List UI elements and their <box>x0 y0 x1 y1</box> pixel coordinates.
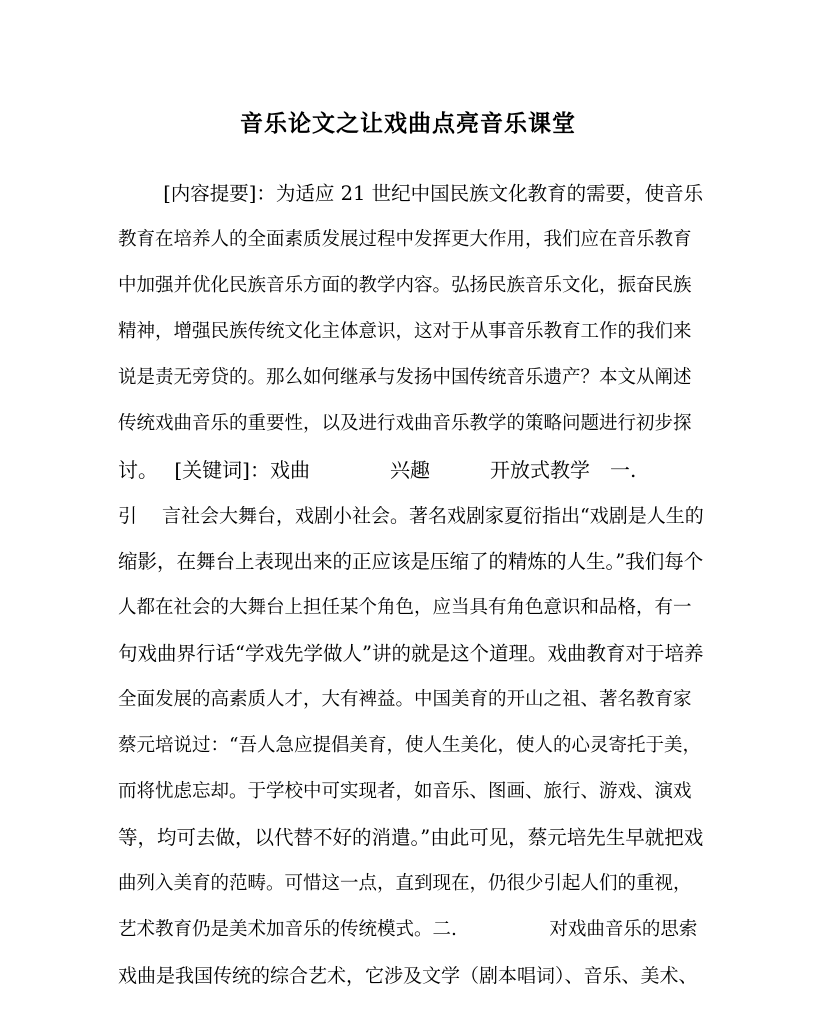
text-line: 艺术教育仍是美术加音乐的传统模式。二. 对戏曲音乐的思索 <box>118 919 698 940</box>
text-line: 等，均可去做，以代替不好的消遣。”由此可见，蔡元培先生早就把戏 <box>118 826 704 849</box>
text-line: 而将忧虑忘却。于学校中可实现者，如音乐、图画、旅行、游戏、演戏 <box>118 781 692 802</box>
text-line: 引 言社会大舞台，戏剧小社会。著名戏剧家夏衍指出“戏剧是人生的 <box>118 505 704 527</box>
text-line: 蔡元培说过：“吾人急应提倡美育，使人生美化，使人的心灵寄托于美， <box>118 735 701 756</box>
text-line: 说是责无旁贷的。那么如何继承与发扬中国传统音乐遗产？本文从阐述 <box>118 367 692 388</box>
text-line: 传统戏曲音乐的重要性，以及进行戏曲音乐教学的策略问题进行初步探 <box>118 413 692 434</box>
text-line: 精神，增强民族传统文化主体意识，这对于从事音乐教育工作的我们来 <box>118 321 692 342</box>
text-line: 全面发展的高素质人才，大有裨益。中国美育的开山之祖、著名教育家 <box>118 689 692 710</box>
document-title: 音乐论文之让戏曲点亮音乐课堂 <box>240 110 576 137</box>
text-line: 讨。 [关键词]：戏曲 兴趣 开放式教学 一. <box>118 458 637 482</box>
text-line: 缩影，在舞台上表现出来的正应该是压缩了的精炼的人生。”我们每个 <box>118 550 704 573</box>
text-line: 人都在社会的大舞台上担任某个角色，应当具有角色意识和品格，有一 <box>118 597 692 618</box>
text-line: 戏曲是我国传统的综合艺术，它涉及文学（剧本唱词）、音乐、美术、 <box>118 965 698 987</box>
text-line: [内容提要]：为适应 21 世纪中国民族文化教育的需要，使音乐 <box>118 182 704 205</box>
text-line: 曲列入美育的范畴。可惜这一点，直到现在，仍很少引起人们的重视， <box>118 873 692 894</box>
text-line: 句戏曲界行话“学戏先学做人”讲的就是这个道理。戏曲教育对于培养 <box>118 642 704 665</box>
text-line: 中加强并优化民族音乐方面的教学内容。弘扬民族音乐文化，振奋民族 <box>118 275 692 296</box>
text-line: 教育在培养人的全面素质发展过程中发挥更大作用，我们应在音乐教育 <box>118 229 692 250</box>
